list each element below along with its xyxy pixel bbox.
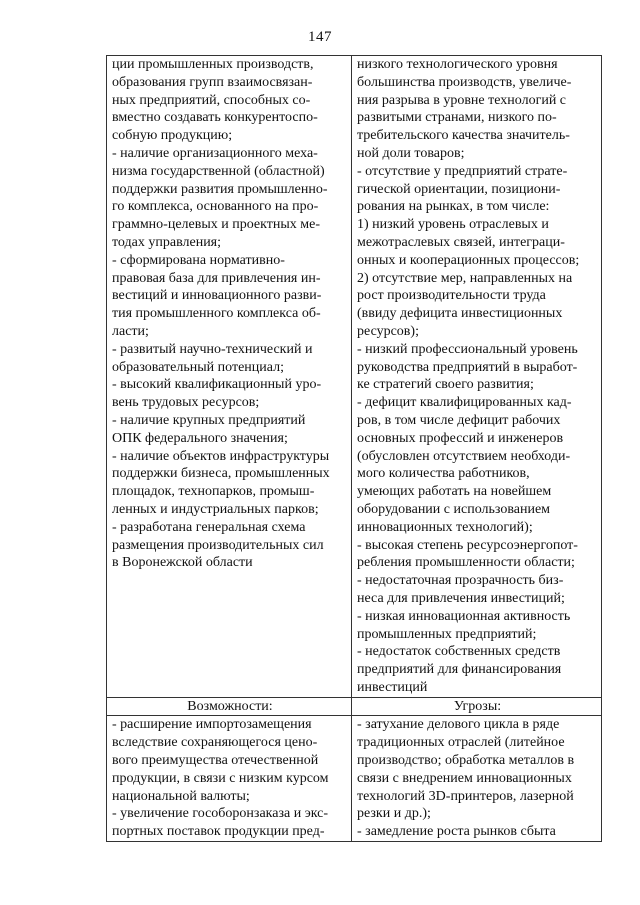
text-line: предприятий для финансирования	[357, 662, 562, 678]
text-line: ции промышленных производств,	[112, 57, 314, 72]
text-line: - недостаток собственных средств	[357, 644, 561, 660]
text-line: инвестиций	[357, 679, 428, 695]
text-line: - затухание делового цикла в ряде	[357, 717, 560, 733]
opportunities-threats-row	[107, 716, 602, 842]
weaknesses-cell	[352, 56, 602, 698]
text-line: образования групп взаимосвязан-	[112, 74, 313, 90]
text-line: - наличие организационного меха-	[112, 145, 318, 161]
opportunities-header: Возможности:	[107, 697, 352, 716]
threats-text	[357, 716, 598, 841]
text-line: поддержки бизнеса, промышленных	[112, 466, 330, 482]
text-line: (ввиду дефицита инвестиционных	[357, 306, 563, 322]
text-line: размещения производительных сил	[112, 537, 324, 553]
text-line: производство; обработка металлов в	[357, 753, 575, 769]
strengths-weaknesses-row	[107, 56, 602, 698]
strengths-cell	[107, 56, 352, 698]
text-line: рост производительности труда	[357, 288, 546, 304]
text-line: рования на рынках, в том числе:	[357, 199, 550, 215]
text-line: межотраслевых связей, интеграци-	[357, 234, 565, 250]
threats-header: Угрозы:	[352, 697, 602, 716]
text-line: развитыми странами, низкого по-	[357, 110, 557, 126]
text-line: - высокий квалификационный уро-	[112, 377, 322, 393]
text-line: вень трудовых ресурсов;	[112, 395, 260, 411]
text-line: ребления промышленности области;	[357, 555, 575, 571]
text-line: руководства предприятий в выработ-	[357, 359, 578, 375]
text-line: собную продукцию;	[112, 128, 233, 144]
text-line: образовательный потенциал;	[112, 359, 284, 375]
text-line: ров, в том числе дефицит рабочих	[357, 412, 561, 428]
strengths-text	[112, 56, 348, 572]
text-line: ОПК федерального значения;	[112, 430, 288, 446]
text-line: площадок, технопарков, промыш-	[112, 484, 315, 500]
swot-table	[106, 55, 602, 842]
text-line: - сформирована нормативно-	[112, 252, 285, 268]
text-line: портных поставок продукции пред-	[112, 824, 325, 840]
text-line: 1) низкий уровень отраслевых и	[357, 217, 549, 233]
text-line: ленных и индустриальных парков;	[112, 501, 319, 517]
text-line: традиционных отраслей (литейное	[357, 735, 565, 751]
text-line: гической ориентации, позициони-	[357, 181, 561, 197]
text-line: низма государственной (областной)	[112, 163, 325, 179]
text-line: онных и кооперационных процессов;	[357, 252, 580, 268]
text-line: поддержки развития промышленно-	[112, 181, 328, 197]
text-line: - недостаточная прозрачность биз-	[357, 573, 564, 589]
text-line: - замедление роста рынков сбыта	[357, 824, 556, 840]
text-line: - наличие крупных предприятий	[112, 412, 306, 428]
text-line: оборудовании с использованием	[357, 501, 551, 517]
text-line: - увеличение гособоронзаказа и экс-	[112, 806, 329, 822]
text-line: граммно-целевых и проектных ме-	[112, 217, 320, 233]
text-line: тодах управления;	[112, 234, 222, 250]
text-line: ке стратегий своего развития;	[357, 377, 534, 393]
text-line: основных профессий и инженеров	[357, 430, 564, 446]
text-line: резки и др.);	[357, 806, 431, 822]
text-line: тия промышленного комплекса об-	[112, 306, 321, 322]
threats-cell	[352, 716, 602, 842]
text-line: ных предприятий, способных со-	[112, 92, 311, 108]
text-line: 2) отсутствие мер, направленных на	[357, 270, 573, 286]
text-line: умеющих работать на новейшем	[357, 484, 552, 500]
text-line: - отсутствие у предприятий страте-	[357, 163, 568, 179]
text-line: в Воронежской области	[112, 555, 253, 571]
text-line: ния разрыва в уровне технологий с	[357, 92, 567, 108]
text-line: ной доли товаров;	[357, 145, 465, 161]
text-line: вследствие сохраняющегося цено-	[112, 735, 318, 751]
text-line: вестиций и инновационного разви-	[112, 288, 322, 304]
text-line: - высокая степень ресурсоэнергопот-	[357, 537, 578, 553]
text-line: ласти;	[112, 323, 149, 339]
text-line: требительского качества значитель-	[357, 128, 570, 144]
opportunities-cell	[107, 716, 352, 842]
text-line: неса для привлечения инвестиций;	[357, 590, 565, 606]
text-line: - дефицит квалифицированных кад-	[357, 395, 572, 411]
weaknesses-text	[357, 56, 598, 697]
text-line: (обусловлен отсутствием необходи-	[357, 448, 571, 464]
text-line: - низкая инновационная активность	[357, 608, 571, 624]
text-line: продукции, в связи с низким курсом	[112, 770, 329, 786]
text-line: - низкий профессиональный уровень	[357, 341, 578, 357]
text-line: го комплекса, основанного на про-	[112, 199, 319, 215]
text-line: - расширение импортозамещения	[112, 717, 312, 733]
text-line: промышленных предприятий;	[357, 626, 537, 642]
text-line: технологий 3D-принтеров, лазерной	[357, 788, 574, 804]
text-line: большинства производств, увеличе-	[357, 74, 572, 90]
text-line: вместно создавать конкурентоспо-	[112, 110, 318, 126]
page-number: 147	[308, 29, 332, 45]
text-line: мого количества работников,	[357, 466, 530, 482]
opportunities-text	[112, 716, 348, 841]
text-line: вого преимущества отечественной	[112, 753, 319, 769]
text-line: - наличие объектов инфраструктуры	[112, 448, 330, 464]
text-line: правовая база для привлечения ин-	[112, 270, 321, 286]
header-row	[107, 697, 602, 716]
text-line: национальной валюты;	[112, 788, 250, 804]
text-line: инновационных технологий);	[357, 519, 533, 535]
text-line: низкого технологического уровня	[357, 57, 558, 72]
text-line: - развитый научно-технический и	[112, 341, 313, 357]
text-line: ресурсов);	[357, 323, 419, 339]
text-line: связи с внедрением инновационных	[357, 770, 572, 786]
text-line: - разработана генеральная схема	[112, 519, 306, 535]
